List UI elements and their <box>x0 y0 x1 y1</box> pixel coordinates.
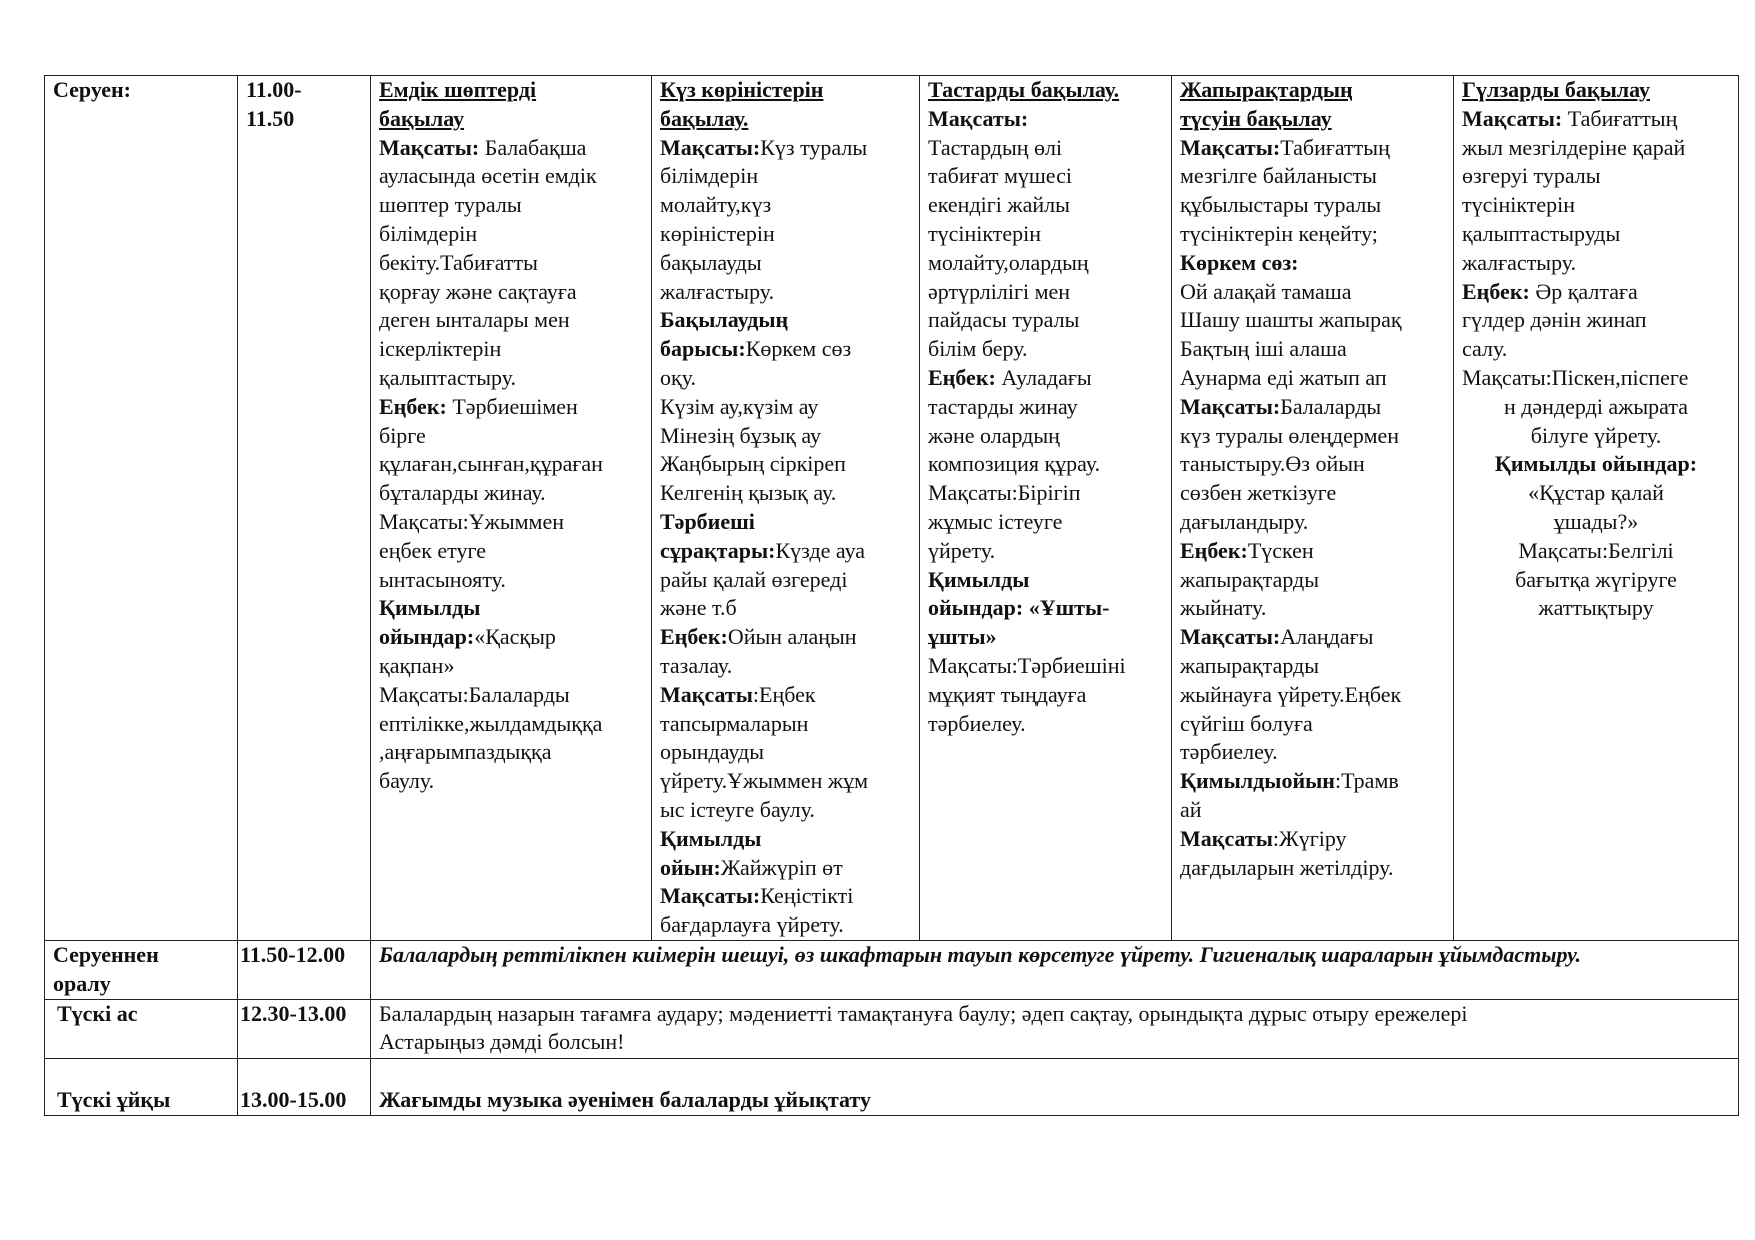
activity-line: қақпан» <box>379 652 455 678</box>
activity-line: түсініктерін кеңейту; <box>1180 220 1378 246</box>
activity-line: композиция құрау. <box>928 451 1101 477</box>
activity-line: білімдерін <box>660 163 759 189</box>
activity-line: Мақсаты:Еңбек <box>660 681 816 707</box>
activity-line: молайту,олардың <box>928 249 1089 275</box>
activity-line: Қимылды <box>928 566 1030 592</box>
activity-line: білім беру. <box>928 336 1028 362</box>
activity-line: Мақсаты:Піскен,піспеге <box>1462 364 1689 390</box>
activity-line: молайту,күз <box>660 192 772 218</box>
activity-line: түсініктерін <box>1462 192 1576 218</box>
walk-time: 11.00- 11.50 <box>238 76 371 941</box>
activity-line: барысы:Көркем сөз <box>660 336 852 362</box>
activity-line: және олардың <box>928 422 1060 448</box>
activity-line: Қимылды ойындар: <box>1494 451 1698 477</box>
activity-line: құбылыстары туралы <box>1180 192 1382 218</box>
activity-line: Емдік шөптерді <box>379 77 537 102</box>
activity-line: Қимылды <box>379 595 481 621</box>
activity-line: Мақсаты:Балаларды <box>379 681 570 707</box>
activity-line: сүйгіш болуға <box>1180 710 1313 736</box>
activity-line: жапырақтарды <box>1180 652 1320 678</box>
walk-monday-cell <box>371 76 652 941</box>
activity-line: ай <box>1180 796 1202 822</box>
activity-line: ,аңғарымпаздыққа <box>379 739 552 765</box>
activity-line: Мінезің бұзық ау <box>660 422 822 448</box>
activity-line: тастарды жинау <box>928 393 1078 419</box>
return-label: Серуеннен оралу <box>45 940 238 999</box>
walk-friday-cell <box>1454 76 1739 941</box>
activity-line: үйрету. <box>928 537 996 563</box>
activity-line: орындауды <box>660 739 764 765</box>
activity-line: жапырақтарды <box>1180 566 1320 592</box>
nap-time: 13.00-15.00 <box>238 1058 371 1115</box>
activity-line: ұшты» <box>928 624 997 650</box>
activity-line: Қимылдыойын:Трамв <box>1180 768 1399 794</box>
activity-line: Мақсаты:Кеңістікті <box>660 883 854 909</box>
activity-line: Мақсаты:Бірігіп <box>928 480 1081 506</box>
activity-line: сұрақтары:Күзде ауа <box>660 537 866 563</box>
activity-line: Мақсаты:Балаларды <box>1180 393 1382 419</box>
activity-line: жалғастыру. <box>660 278 775 304</box>
activity-line: бақылау <box>379 105 465 131</box>
activity-line: күз туралы өлеңдермен <box>1180 422 1400 448</box>
activity-line: жаттықтыру <box>1538 595 1654 621</box>
walk-wednesday-cell <box>920 76 1172 941</box>
daily-schedule-table <box>44 75 1739 1116</box>
activity-line: еңбек етуге <box>379 537 486 563</box>
lunch-row <box>45 999 1739 1058</box>
activity-line: бағытқа жүгіруге <box>1515 566 1677 592</box>
activity-line: мұқият тыңдауға <box>928 681 1087 707</box>
walk-thursday-cell <box>1172 76 1454 941</box>
activity-line: Келгенің қызық ау. <box>660 480 837 506</box>
nap-row <box>45 1058 1739 1115</box>
activity-line: Көркем сөз: <box>1180 249 1299 275</box>
activity-line: Еңбек: Тәрбиешімен <box>379 393 578 419</box>
activity-line: ыс істеуге баулу. <box>660 796 815 822</box>
activity-line: «Құстар қалай <box>1528 480 1664 506</box>
activity-line: дағыландыру. <box>1180 508 1309 534</box>
activity-line: қорғау және сақтауға <box>379 278 577 304</box>
activity-line: қалыптастыруды <box>1462 220 1621 246</box>
activity-line: бақылау. <box>660 105 749 131</box>
activity-line: құлаған,сынған,құраған <box>379 451 603 477</box>
activity-line: Бақылаудың <box>660 307 789 333</box>
walk-label: Серуен: <box>45 76 238 941</box>
activity-line: ұшады?» <box>1553 508 1639 534</box>
activity-line: екендігі жайлы <box>928 192 1070 218</box>
activity-line: Мақсаты:Белгілі <box>1518 537 1674 563</box>
activity-line: тазалау. <box>660 652 733 678</box>
return-time: 11.50-12.00 <box>238 940 371 999</box>
activity-line: Мақсаты:Алаңдағы <box>1180 624 1374 650</box>
activity-line: көріністерін <box>660 220 775 246</box>
lunch-activity: Балалардың назарын тағамға аудару; мәдениетті тамақтануға баулу; әдеп сақтау, орындықта дұрыс отыру ережелері Астарыңыз дәмді болсын! <box>371 999 1739 1058</box>
activity-line: білімдерін <box>379 220 478 246</box>
activity-line: мезгілге байланысты <box>1180 163 1377 189</box>
activity-line: өзгеруі туралы <box>1462 163 1601 189</box>
activity-line: түсініктерін <box>928 220 1042 246</box>
activity-line: н дәндерді ажырата <box>1503 393 1689 419</box>
activity-line: деген ынталары мен <box>379 307 570 333</box>
return-activity: Балалардың реттілікпен киімерін шешуі, өз шкафтарын тауып көрсетуге үйрету. Гигиеналық шараларын ұйымдастыру. <box>371 940 1739 999</box>
activity-line: салу. <box>1462 336 1508 362</box>
activity-line: Еңбек: Ауладағы <box>928 364 1092 390</box>
activity-line: ойындар:«Қасқыр <box>379 624 556 650</box>
activity-line: жыйнауға үйрету.Еңбек <box>1180 681 1402 707</box>
activity-line: Қимылды <box>660 825 762 851</box>
activity-line: Күз көріністерін <box>660 77 824 102</box>
activity-line: Жаңбырың сіркіреп <box>660 451 846 477</box>
activity-line: бұталарды жинау. <box>379 480 546 506</box>
lunch-label: Түскі ас <box>45 999 238 1058</box>
activity-line: бірге <box>379 422 426 448</box>
activity-line: Тастардың өлі <box>928 134 1063 160</box>
activity-line: ауласында өсетін емдік <box>379 163 597 189</box>
activity-line: Мақсаты: Балабақша <box>379 134 587 160</box>
activity-line: сөзбен жеткізуге <box>1180 480 1337 506</box>
activity-line: таныстыру.Өз ойын <box>1180 451 1365 477</box>
activity-line: Мақсаты: Табиғаттың <box>1462 105 1678 131</box>
activity-line: жұмыс істеуге <box>928 508 1063 534</box>
activity-line: Жапырақтардың <box>1180 77 1353 102</box>
activity-line: табиғат мүшесі <box>928 163 1072 189</box>
activity-line: Мақсаты:Ұжыммен <box>379 508 565 534</box>
activity-line: жыл мезгілдеріне қарай <box>1462 134 1686 160</box>
walk-row <box>45 76 1739 941</box>
activity-line: жалғастыру. <box>1462 249 1577 275</box>
activity-line: Мақсаты: <box>928 105 1029 131</box>
activity-line: ынтасынояту. <box>379 566 506 592</box>
activity-line: Мақсаты:Табиғаттың <box>1180 134 1390 160</box>
activity-line: тәрбиелеу. <box>1180 739 1278 765</box>
activity-line: шөптер туралы <box>379 192 522 218</box>
activity-line: бағдарлауға үйрету. <box>660 912 844 938</box>
activity-line: іскерліктерін <box>379 336 502 362</box>
nap-activity: Жағымды музыка әуенімен балаларды ұйықтату <box>371 1058 1739 1115</box>
activity-line: Тәрбиеші <box>660 508 755 534</box>
activity-line: тапсырмаларын <box>660 710 809 736</box>
activity-line: дағдыларын жетілдіру. <box>1180 854 1394 880</box>
activity-line: Гүлзарды бақылау <box>1462 77 1651 102</box>
walk-tuesday-cell <box>652 76 920 941</box>
activity-line: пайдасы туралы <box>928 307 1080 333</box>
activity-line: Мақсаты:Күз туралы <box>660 134 868 160</box>
activity-line: қалыптастыру. <box>379 364 516 390</box>
activity-line: бақылауды <box>660 249 762 275</box>
activity-line: Еңбек:Түскен <box>1180 537 1314 563</box>
nap-label: Түскі ұйқы <box>45 1058 238 1115</box>
activity-line: бекіту.Табиғатты <box>379 249 538 275</box>
return-row <box>45 940 1739 999</box>
activity-line: Мақсаты:Тәрбиешіні <box>928 652 1126 678</box>
activity-line: және т.б <box>660 595 737 621</box>
activity-line: Ой алақай тамаша <box>1180 278 1352 304</box>
activity-line: үйрету.Ұжыммен жұм <box>660 768 869 794</box>
activity-line: Тастарды бақылау. <box>928 77 1120 102</box>
activity-line: гүлдер дәнін жинап <box>1462 307 1647 333</box>
activity-line: Күзім ау,күзім ау <box>660 393 819 419</box>
activity-line: тәрбиелеу. <box>928 710 1026 736</box>
activity-line: Еңбек: Әр қалтаға <box>1462 278 1638 304</box>
activity-line: білуге үйрету. <box>1530 422 1662 448</box>
activity-line: жыйнату. <box>1180 595 1267 621</box>
activity-line: Аунарма еді жатып ап <box>1180 364 1387 390</box>
activity-line: оқу. <box>660 364 696 390</box>
activity-line: Мақсаты:Жүгіру <box>1180 825 1347 851</box>
activity-line: Бақтың іші алаша <box>1180 336 1347 362</box>
activity-line: Шашу шашты жапырақ <box>1180 307 1402 333</box>
lunch-time: 12.30-13.00 <box>238 999 371 1058</box>
activity-line: ойын:Жайжүріп өт <box>660 854 843 880</box>
activity-line: баулу. <box>379 768 435 794</box>
activity-line: әртүрлілігі мен <box>928 278 1071 304</box>
activity-line: Еңбек:Ойын алаңын <box>660 624 857 650</box>
activity-line: ойындар: «Ұшты- <box>928 595 1110 621</box>
activity-line: ептілікке,жылдамдыққа <box>379 710 603 736</box>
activity-line: түсуін бақылау <box>1180 105 1332 131</box>
activity-line: райы қалай өзгереді <box>660 566 848 592</box>
